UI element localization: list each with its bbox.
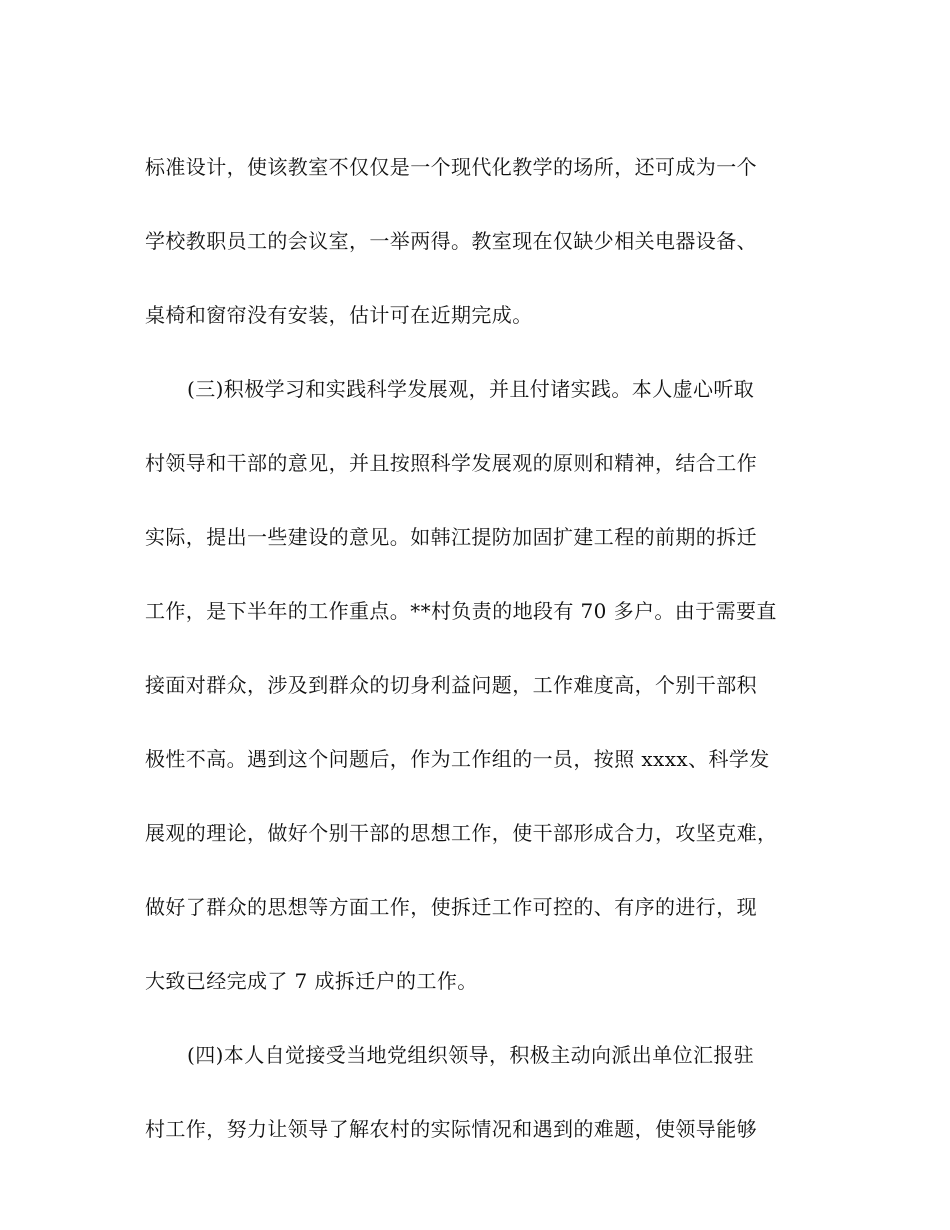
text-line: 村工作，努力让领导了解农村的实际情况和遇到的难题，使领导能够 xyxy=(145,1117,757,1141)
text-line: 桌椅和窗帘没有安装，估计可在近期完成。 xyxy=(145,303,533,327)
text-line: 学校教职员工的会议室，一举两得。教室现在仅缺少相关电器设备、 xyxy=(145,229,757,253)
text-line: 标准设计，使该教室不仅仅是一个现代化教学的场所，还可成为一个 xyxy=(145,155,757,179)
text-line: 村领导和干部的意见，并且按照科学发展观的原则和精神，结合工作 xyxy=(145,451,757,475)
text-line: 接面对群众，涉及到群众的切身利益问题，工作难度高，个别干部积 xyxy=(145,673,757,697)
text-line: 极性不高。遇到这个问题后，作为工作组的一员，按照 xxxx、科学发 xyxy=(145,747,770,771)
text-line: 做好了群众的思想等方面工作，使拆迁工作可控的、有序的进行，现 xyxy=(145,895,757,919)
text-line: 大致已经完成了 7 成拆迁户的工作。 xyxy=(145,969,478,993)
text-line: 展观的理论，做好个别干部的思想工作，使干部形成合力，攻坚克难， xyxy=(145,821,778,845)
paragraph-start-line: (四)本人自觉接受当地党组织领导，积极主动向派出单位汇报驻 xyxy=(187,1043,755,1067)
text-line: 工作，是下半年的工作重点。**村负责的地段有 70 多户。由于需要直 xyxy=(145,599,777,623)
paragraph-start-line: (三)积极学习和实践科学发展观，并且付诸实践。本人虚心听取 xyxy=(187,377,755,401)
text-line: 实际，提出一些建设的意见。如韩江提防加固扩建工程的前期的拆迁 xyxy=(145,525,757,549)
